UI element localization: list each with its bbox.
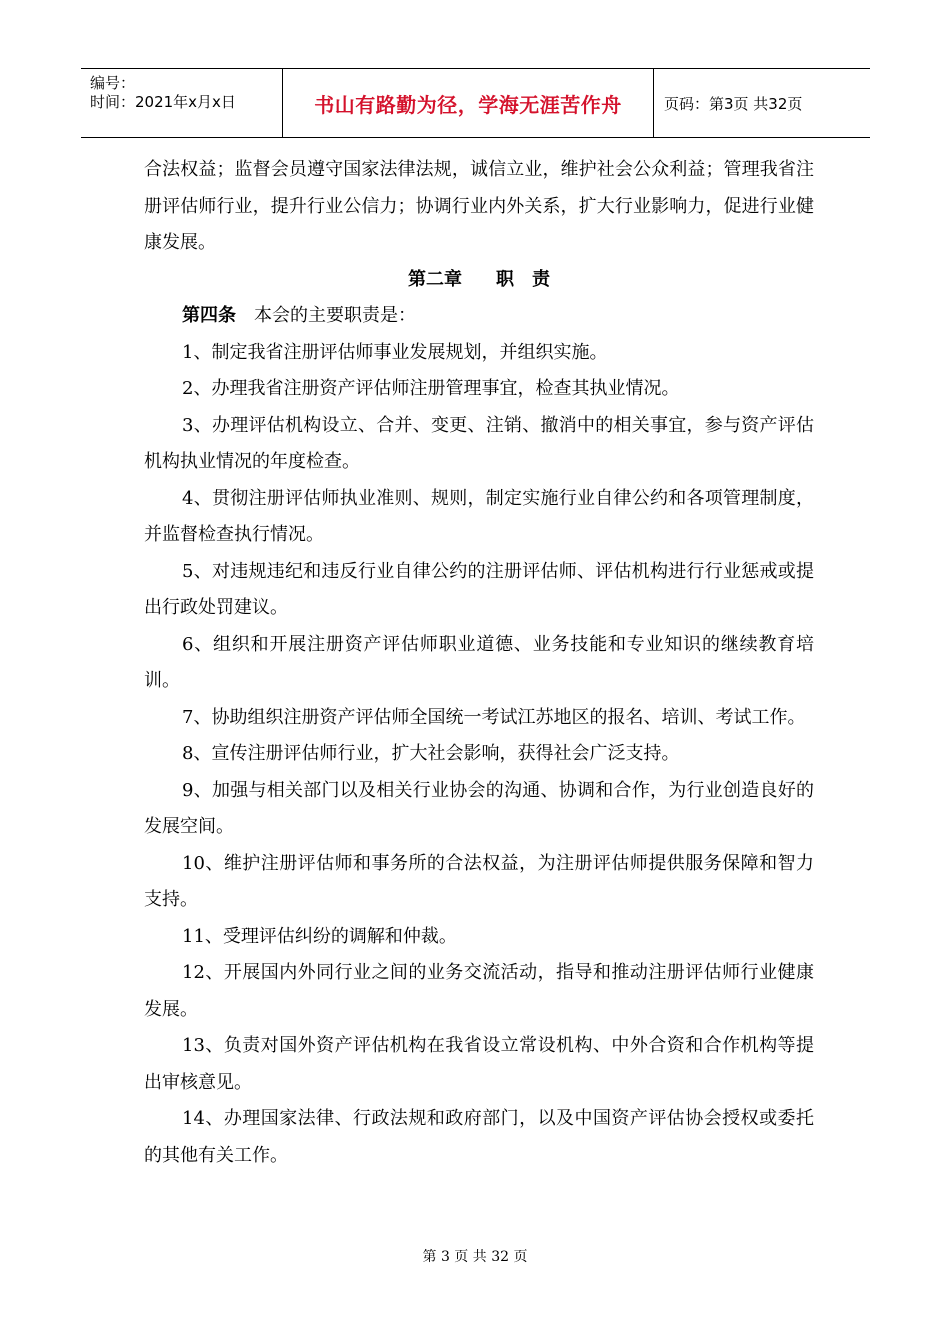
- chapter-heading: [144, 262, 814, 299]
- list-item: 14、办理国家法律、行政法规和政府部门，以及中国资产评估协会授权或委托的其他有关工作。: [144, 1108, 814, 1166]
- list-item: 3、办理评估机构设立、合并、变更、注销、撤消中的相关事宜，参与资产评估机构执业情况的年度检查。: [144, 414, 814, 472]
- list-item: 7、协助组织注册资产评估师全国统一考试江苏地区的报名、培训、考试工作。: [182, 706, 806, 728]
- header-motto-cell: [282, 69, 654, 137]
- list-item: 4、贯彻注册评估师执业准则、规则，制定实施行业自律公约和各项管理制度，并监督检查执行情况。: [144, 487, 814, 545]
- document-body: [144, 152, 814, 1174]
- article-paragraph: [144, 298, 814, 335]
- header-page-label: 页码：第3页 共32页: [664, 94, 803, 113]
- list-item: 8、宣传注册评估师行业，扩大社会影响，获得社会广泛支持。: [182, 743, 680, 764]
- header-meta: [81, 69, 282, 137]
- list-item: 13、负责对国外资产评估机构在我省设立常设机构、中外合资和合作机构等提出审核意见。: [144, 1035, 814, 1093]
- chapter-title: 职 责: [496, 268, 550, 290]
- article-text: 本会的主要职责是：: [254, 305, 416, 326]
- list-item: 5、对违规违纪和违反行业自律公约的注册评估师、评估机构进行行业惩戒或提出行政处罚建议。: [144, 560, 814, 618]
- article-label: 第四条: [182, 305, 236, 326]
- list-item: 10、维护注册评估师和事务所的合法权益，为注册评估师提供服务保障和智力支持。: [144, 852, 814, 910]
- header-motto: 书山有路勤为径，学海无涯苦作舟: [314, 92, 622, 117]
- header-page-cell: [654, 69, 870, 137]
- list-item: 2、办理我省注册资产评估师注册管理事宜，检查其执业情况。: [182, 378, 680, 399]
- document-number-label: 编号：: [90, 74, 136, 92]
- list-item: 11、受理评估纠纷的调解和仲裁。: [182, 925, 457, 947]
- page-header: [81, 68, 870, 138]
- list-item: 1、制定我省注册评估师事业发展规划，并组织实施。: [182, 341, 608, 363]
- list-item: 12、开展国内外同行业之间的业务交流活动，指导和推动注册评估师行业健康发展。: [144, 962, 814, 1020]
- page-footer: 第 3 页 共 32 页: [422, 1249, 528, 1265]
- intro-paragraph: 合法权益；监督会员遵守国家法律法规，诚信立业，维护社会公众利益；管理我省注册评估师行业，提升行业公信力；协调行业内外关系，扩大行业影响力，促进行业健康发展。: [144, 159, 814, 253]
- list-item: 9、加强与相关部门以及相关行业协会的沟通、协调和合作，为行业创造良好的发展空间。: [144, 779, 814, 837]
- chapter-number: 第二章: [408, 268, 462, 290]
- document-date-label: 时间：2021年x月x日: [90, 93, 236, 111]
- list-item: 6、组织和开展注册资产评估师职业道德、业务技能和专业知识的继续教育培训。: [144, 633, 814, 691]
